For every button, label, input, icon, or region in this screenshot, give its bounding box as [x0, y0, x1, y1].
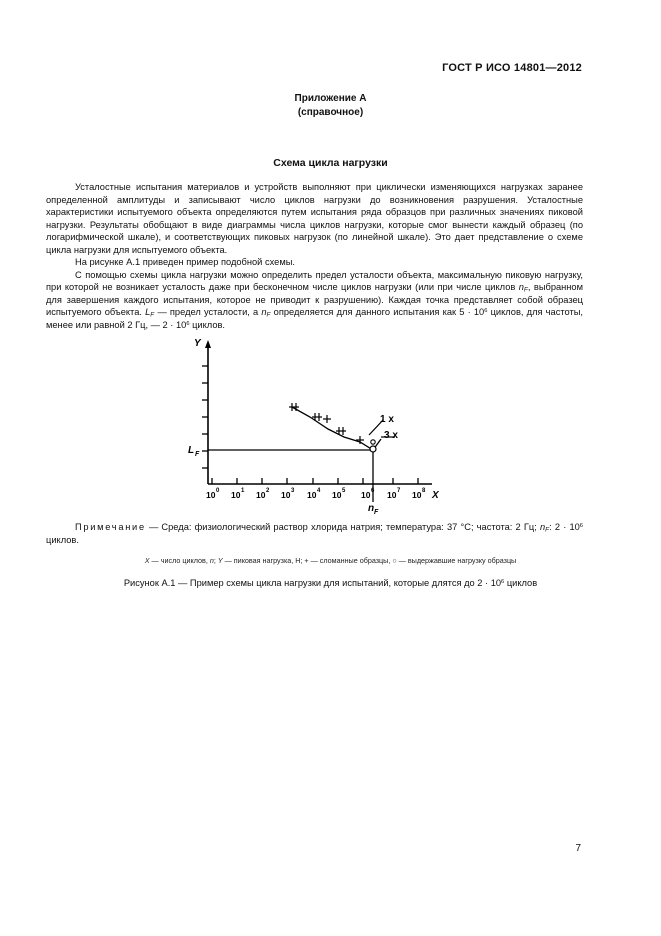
x-tick-label: 10: [256, 490, 266, 500]
annex-subtitle: (справочное): [297, 107, 364, 118]
lf-subscript: F: [195, 451, 200, 458]
x-tick-exponent: 4: [317, 488, 321, 494]
broken-specimen-marker: [323, 415, 331, 423]
lf-label: L: [188, 445, 195, 456]
figure-legend: X — число циклов, n; Y — пиковая нагрузка, Н; + — сломанные образцы, ○ — выдержавшие нагрузку образцы: [144, 556, 517, 565]
x-tick-label: 10: [361, 490, 371, 500]
x-axis-ticks: [212, 478, 418, 484]
y-axis-arrow-icon: [205, 340, 211, 348]
x-tick-label: 10: [387, 490, 397, 500]
x-tick-label: 10: [412, 490, 422, 500]
x-tick-exponent: 2: [266, 488, 270, 494]
annex-heading: [0, 92, 661, 120]
broken-specimens: [289, 403, 364, 444]
paragraph-3: С помощью схемы цикла нагрузки можно определить предел усталости объекта, максимальную пиковую нагрузку, при которой не возникает усталость даже при бесконечном числе циклов нагрузки (или при числе циклов $n_F$, выбранном для завершения каждого испытания, которое не приводит к разрушению). Каждая точка представляет собой образец испытуемого объекта. $L_F$ — предел усталости, а $n_F$ определяется для данного испытания как $5 \cdot 10^6$ циклов, для частоты, менее или равной 2 Гц, — $2 \cdot 10^6$ циклов.: [46, 269, 583, 331]
paragraph-2: На рисунке А.1 приведен пример подобной схемы.: [75, 257, 295, 268]
x-tick-label: 10: [206, 490, 216, 500]
broken-specimen-marker: [356, 436, 364, 444]
x-tick-exponent: 0: [216, 488, 220, 494]
figure-note: Примечание — Среда: физиологический раствор хлорида натрия; температура: 37 °С; частота: 2 Гц; $n_F$: $2 \cdot 10^6$ циклов.: [46, 522, 583, 545]
x-tick-label: 10: [332, 490, 342, 500]
annex-title: Приложение А: [294, 93, 367, 104]
label-3x: 3 x: [384, 430, 398, 441]
fatigue-curve: [292, 407, 381, 450]
x-axis-label: X: [432, 490, 439, 501]
figure-caption: Рисунок А.1 — Пример схемы цикла нагрузки для испытаний, которые длятся до $2 \cdot 10^6$ циклов: [123, 578, 538, 588]
y-axis-ticks: [202, 366, 208, 468]
load-cycle-diagram: [180, 332, 450, 520]
nf-label: n: [368, 503, 375, 514]
label-1x: 1 x: [380, 414, 394, 425]
paragraph-1: Усталостные испытания материалов и устройств выполняют при циклически изменяющихся нагрузках заранее определенной амплитуды и записывают число циклов нагрузки до возникновения разрушения. Усталостные характеристики испытуемого объекта определяются путем испытания ряда образцов при различных значениях пиковой нагрузки. Результаты обобщают в виде диаграммы числа циклов нагрузки, которые смог вынести каждый образец (по логарифмической шкале), и соответствующих пиковых нагрузок (по линейной шкале). Это дает представление о схеме цикла нагрузки для испытуемого объекта.: [46, 182, 583, 255]
x-tick-exponent: 6: [371, 488, 375, 494]
standard-code: ГОСТ Р ИСО 14801—2012: [442, 62, 582, 74]
nf-subscript: F: [374, 509, 379, 516]
x-tick-label: 10: [307, 490, 317, 500]
x-tick-exponent: 3: [291, 488, 295, 494]
section-title: Схема цикла нагрузки: [273, 157, 388, 169]
y-axis-label: Y: [194, 338, 201, 349]
x-tick-exponent: 1: [241, 488, 245, 494]
survived-specimen-circle: [370, 446, 376, 452]
x-tick-exponent: 7: [397, 488, 401, 494]
x-tick-label: 10: [281, 490, 291, 500]
x-tick-labels: [206, 488, 426, 500]
x-tick-exponent: 8: [422, 488, 426, 494]
survived-specimen-circle: [371, 440, 375, 444]
note-label: Примечание: [75, 522, 146, 532]
page-number: 7: [575, 843, 581, 854]
body-text: [46, 181, 583, 332]
x-tick-label: 10: [231, 490, 241, 500]
x-tick-exponent: 5: [342, 488, 346, 494]
